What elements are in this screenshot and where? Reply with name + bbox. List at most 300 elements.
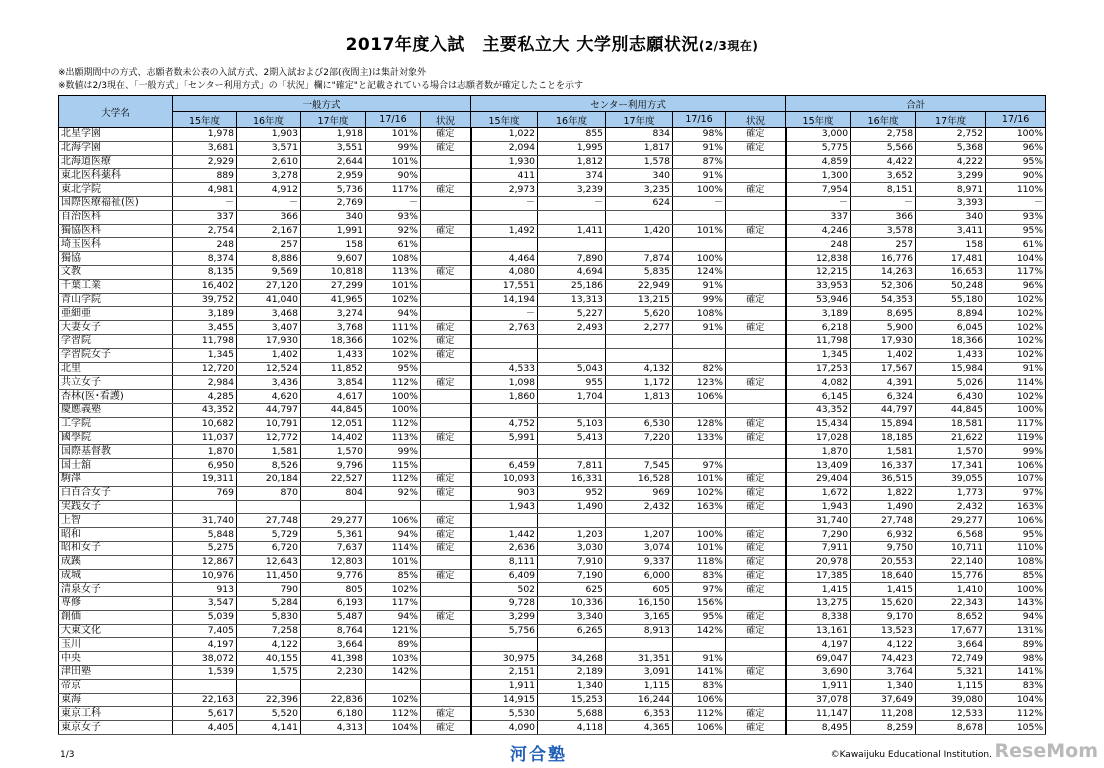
center-ratio-cell: 124% bbox=[673, 265, 726, 279]
center-ratio-cell bbox=[673, 348, 726, 362]
total-17-cell: 6,045 bbox=[916, 321, 986, 335]
center-15-cell: 1,442 bbox=[471, 528, 538, 542]
general-status-cell: 確定 bbox=[421, 141, 471, 155]
total-15-cell: 3,000 bbox=[786, 128, 851, 142]
center-17-cell: 2,432 bbox=[606, 500, 673, 514]
total-15-cell: 33,953 bbox=[786, 279, 851, 293]
center-16-cell: 6,265 bbox=[538, 624, 606, 638]
total-17-cell: 8,652 bbox=[916, 610, 986, 624]
center-17-cell: 605 bbox=[606, 583, 673, 597]
total-17-cell: 72,749 bbox=[916, 652, 986, 666]
center-17-cell bbox=[606, 514, 673, 528]
center-17-cell: 4,132 bbox=[606, 362, 673, 376]
total-16-cell: 18,640 bbox=[851, 569, 916, 583]
center-ratio-cell: 101% bbox=[673, 224, 726, 238]
total-ratio-cell: 117% bbox=[986, 265, 1046, 279]
total-17-cell: 5,368 bbox=[916, 141, 986, 155]
general-17-cell: 4,617 bbox=[301, 390, 366, 404]
univ-name-cell: 工学院 bbox=[59, 417, 173, 431]
total-17-cell: 2,752 bbox=[916, 128, 986, 142]
total-ratio-cell: 85% bbox=[986, 569, 1046, 583]
total-15-cell: 11,147 bbox=[786, 707, 851, 721]
center-16-cell: 5,688 bbox=[538, 707, 606, 721]
general-15-cell: 1,870 bbox=[173, 445, 237, 459]
general-ratio-cell: 61% bbox=[366, 238, 421, 252]
center-status-cell: 確定 bbox=[726, 141, 786, 155]
general-17-cell: 22,836 bbox=[301, 693, 366, 707]
center-15-cell bbox=[471, 238, 538, 252]
center-17-cell: 1,813 bbox=[606, 390, 673, 404]
subheader-center-4: 状況 bbox=[726, 112, 786, 128]
total-17-cell: 12,533 bbox=[916, 707, 986, 721]
general-15-cell: 1,345 bbox=[173, 348, 237, 362]
center-17-cell: 7,545 bbox=[606, 459, 673, 473]
total-ratio-cell: 104% bbox=[986, 693, 1046, 707]
general-15-cell: 3,455 bbox=[173, 321, 237, 335]
general-16-cell bbox=[237, 500, 301, 514]
center-15-cell bbox=[471, 334, 538, 348]
total-ratio-cell: 119% bbox=[986, 431, 1046, 445]
general-17-cell: 5,361 bbox=[301, 528, 366, 542]
general-16-cell: 1,575 bbox=[237, 666, 301, 680]
total-ratio-cell: 108% bbox=[986, 555, 1046, 569]
total-16-cell: 4,422 bbox=[851, 155, 916, 169]
total-17-cell: 3,393 bbox=[916, 196, 986, 210]
center-16-cell: 1,995 bbox=[538, 141, 606, 155]
univ-name-cell: 北里 bbox=[59, 362, 173, 376]
general-ratio-cell: 112% bbox=[366, 376, 421, 390]
general-15-cell: 3,547 bbox=[173, 597, 237, 611]
univ-name-cell: 慶應義塾 bbox=[59, 403, 173, 417]
center-15-cell: 5,991 bbox=[471, 431, 538, 445]
total-15-cell: 20,978 bbox=[786, 555, 851, 569]
table-row bbox=[59, 417, 1046, 431]
total-16-cell: 6,324 bbox=[851, 390, 916, 404]
total-15-cell: 12,215 bbox=[786, 265, 851, 279]
total-16-cell: 1,402 bbox=[851, 348, 916, 362]
copyright: ©Kawaijuku Educational Institution. bbox=[830, 750, 992, 760]
table-row bbox=[59, 693, 1046, 707]
center-17-cell bbox=[606, 238, 673, 252]
general-17-cell: 1,570 bbox=[301, 445, 366, 459]
general-15-cell: 5,275 bbox=[173, 541, 237, 555]
center-status-cell: 確定 bbox=[726, 555, 786, 569]
center-17-cell: 6,353 bbox=[606, 707, 673, 721]
general-17-cell: 22,527 bbox=[301, 472, 366, 486]
general-15-cell: 8,135 bbox=[173, 265, 237, 279]
univ-name-cell: 創価 bbox=[59, 610, 173, 624]
center-status-cell: 確定 bbox=[726, 431, 786, 445]
univ-name-cell: 帝京 bbox=[59, 679, 173, 693]
total-ratio-cell: 102% bbox=[986, 307, 1046, 321]
general-17-cell: 6,193 bbox=[301, 597, 366, 611]
center-15-cell: － bbox=[471, 196, 538, 210]
center-16-cell bbox=[538, 348, 606, 362]
center-ratio-cell bbox=[673, 445, 726, 459]
general-status-cell bbox=[421, 693, 471, 707]
center-16-cell: － bbox=[538, 196, 606, 210]
center-15-cell: － bbox=[471, 307, 538, 321]
total-15-cell: 17,028 bbox=[786, 431, 851, 445]
center-16-cell: 625 bbox=[538, 583, 606, 597]
center-ratio-cell: 141% bbox=[673, 666, 726, 680]
general-17-cell: 805 bbox=[301, 583, 366, 597]
univ-name-cell: 駒澤 bbox=[59, 472, 173, 486]
total-ratio-cell: 110% bbox=[986, 183, 1046, 197]
center-16-cell: 7,190 bbox=[538, 569, 606, 583]
center-15-cell bbox=[471, 445, 538, 459]
subheader-general-2: 17年度 bbox=[301, 112, 366, 128]
center-15-cell: 10,093 bbox=[471, 472, 538, 486]
general-status-cell: 確定 bbox=[421, 334, 471, 348]
note-1: ※出願期間中の方式、志願者数未公表の入試方式、2期入試および2部(夜間主)は集計対象外 bbox=[58, 68, 427, 78]
center-16-cell: 1,411 bbox=[538, 224, 606, 238]
general-15-cell: 43,352 bbox=[173, 403, 237, 417]
table-row bbox=[59, 183, 1046, 197]
general-16-cell: 257 bbox=[237, 238, 301, 252]
total-15-cell: 13,409 bbox=[786, 459, 851, 473]
total-15-cell: 8,495 bbox=[786, 721, 851, 735]
center-status-cell bbox=[726, 210, 786, 224]
univ-name-cell: 中央 bbox=[59, 652, 173, 666]
general-ratio-cell: 101% bbox=[366, 155, 421, 169]
center-16-cell: 4,118 bbox=[538, 721, 606, 735]
general-status-cell: 確定 bbox=[421, 431, 471, 445]
table-row bbox=[59, 169, 1046, 183]
general-17-cell: 9,796 bbox=[301, 459, 366, 473]
general-15-cell: 19,311 bbox=[173, 472, 237, 486]
general-17-cell: 41,398 bbox=[301, 652, 366, 666]
center-16-cell: 10,336 bbox=[538, 597, 606, 611]
total-17-cell: 17,677 bbox=[916, 624, 986, 638]
general-ratio-cell: 106% bbox=[366, 514, 421, 528]
total-15-cell: 17,385 bbox=[786, 569, 851, 583]
total-15-cell: 11,798 bbox=[786, 334, 851, 348]
general-status-cell bbox=[421, 362, 471, 376]
total-ratio-cell: 110% bbox=[986, 541, 1046, 555]
table-row bbox=[59, 307, 1046, 321]
center-15-cell: 9,728 bbox=[471, 597, 538, 611]
general-16-cell: － bbox=[237, 196, 301, 210]
total-16-cell: 15,894 bbox=[851, 417, 916, 431]
general-status-cell bbox=[421, 500, 471, 514]
center-status-cell bbox=[726, 652, 786, 666]
total-ratio-cell: 94% bbox=[986, 610, 1046, 624]
general-ratio-cell: 112% bbox=[366, 472, 421, 486]
univ-name-cell: 大妻女子 bbox=[59, 321, 173, 335]
total-17-cell: 158 bbox=[916, 238, 986, 252]
total-ratio-cell: 141% bbox=[986, 666, 1046, 680]
center-ratio-cell: 91% bbox=[673, 141, 726, 155]
general-16-cell: 10,791 bbox=[237, 417, 301, 431]
univ-name-cell: 上智 bbox=[59, 514, 173, 528]
table-row bbox=[59, 721, 1046, 735]
total-16-cell: 15,620 bbox=[851, 597, 916, 611]
center-17-cell: 5,620 bbox=[606, 307, 673, 321]
general-16-cell: 22,396 bbox=[237, 693, 301, 707]
univ-name-cell: 北海道医療 bbox=[59, 155, 173, 169]
total-16-cell: 16,776 bbox=[851, 252, 916, 266]
general-status-cell: 確定 bbox=[421, 486, 471, 500]
general-17-cell: 14,402 bbox=[301, 431, 366, 445]
total-16-cell: 8,259 bbox=[851, 721, 916, 735]
center-16-cell bbox=[538, 445, 606, 459]
center-17-cell: 969 bbox=[606, 486, 673, 500]
center-17-cell: 624 bbox=[606, 196, 673, 210]
center-15-cell: 1,860 bbox=[471, 390, 538, 404]
general-16-cell: 12,524 bbox=[237, 362, 301, 376]
center-15-cell: 1,911 bbox=[471, 679, 538, 693]
total-16-cell: 4,122 bbox=[851, 638, 916, 652]
center-15-cell: 1,098 bbox=[471, 376, 538, 390]
general-ratio-cell: 99% bbox=[366, 445, 421, 459]
center-15-cell: 1,943 bbox=[471, 500, 538, 514]
total-17-cell: 17,481 bbox=[916, 252, 986, 266]
general-17-cell: 1,991 bbox=[301, 224, 366, 238]
total-15-cell: 37,078 bbox=[786, 693, 851, 707]
total-15-cell: 4,246 bbox=[786, 224, 851, 238]
center-status-cell: 確定 bbox=[726, 541, 786, 555]
subheader-total-2: 17年度 bbox=[916, 112, 986, 128]
center-ratio-cell: 118% bbox=[673, 555, 726, 569]
total-17-cell: 22,343 bbox=[916, 597, 986, 611]
center-ratio-cell: 83% bbox=[673, 679, 726, 693]
total-17-cell: 5,026 bbox=[916, 376, 986, 390]
center-status-cell bbox=[726, 362, 786, 376]
univ-name-cell: 獨協 bbox=[59, 252, 173, 266]
univ-name-cell: 国士舘 bbox=[59, 459, 173, 473]
general-16-cell: 9,569 bbox=[237, 265, 301, 279]
general-15-cell: 4,197 bbox=[173, 638, 237, 652]
subheader-center-1: 16年度 bbox=[538, 112, 606, 128]
center-ratio-cell: 102% bbox=[673, 486, 726, 500]
general-16-cell: 12,772 bbox=[237, 431, 301, 445]
center-ratio-cell: 163% bbox=[673, 500, 726, 514]
general-17-cell: 41,965 bbox=[301, 293, 366, 307]
general-status-cell bbox=[421, 252, 471, 266]
general-16-cell: 2,167 bbox=[237, 224, 301, 238]
univ-name-cell: 成城 bbox=[59, 569, 173, 583]
total-15-cell: 29,404 bbox=[786, 472, 851, 486]
general-ratio-cell: 94% bbox=[366, 610, 421, 624]
table-row bbox=[59, 293, 1046, 307]
table-row bbox=[59, 679, 1046, 693]
total-16-cell: 8,151 bbox=[851, 183, 916, 197]
subheader-total-0: 15年度 bbox=[786, 112, 851, 128]
total-16-cell: 1,340 bbox=[851, 679, 916, 693]
center-status-cell bbox=[726, 348, 786, 362]
center-16-cell: 5,043 bbox=[538, 362, 606, 376]
total-16-cell: 9,750 bbox=[851, 541, 916, 555]
center-15-cell: 3,299 bbox=[471, 610, 538, 624]
general-16-cell: 17,930 bbox=[237, 334, 301, 348]
center-ratio-cell: 97% bbox=[673, 583, 726, 597]
total-15-cell: 6,218 bbox=[786, 321, 851, 335]
total-15-cell: 1,911 bbox=[786, 679, 851, 693]
total-ratio-cell: 83% bbox=[986, 679, 1046, 693]
center-15-cell: 5,756 bbox=[471, 624, 538, 638]
center-17-cell bbox=[606, 445, 673, 459]
table-row bbox=[59, 224, 1046, 238]
general-16-cell: 27,120 bbox=[237, 279, 301, 293]
general-17-cell: 2,959 bbox=[301, 169, 366, 183]
general-17-cell: 5,736 bbox=[301, 183, 366, 197]
total-ratio-cell: 102% bbox=[986, 321, 1046, 335]
univ-name-cell: 実践女子 bbox=[59, 500, 173, 514]
page-number: 1/3 bbox=[60, 750, 75, 760]
center-ratio-cell: 156% bbox=[673, 597, 726, 611]
univ-name-cell: 東北医科薬科 bbox=[59, 169, 173, 183]
total-ratio-cell: 95% bbox=[986, 528, 1046, 542]
general-15-cell: 5,848 bbox=[173, 528, 237, 542]
general-16-cell: 5,729 bbox=[237, 528, 301, 542]
total-17-cell: 8,678 bbox=[916, 721, 986, 735]
table-row bbox=[59, 431, 1046, 445]
general-16-cell bbox=[237, 679, 301, 693]
total-17-cell: 3,299 bbox=[916, 169, 986, 183]
general-15-cell: 2,754 bbox=[173, 224, 237, 238]
general-ratio-cell: 101% bbox=[366, 279, 421, 293]
univ-name-cell: 東京女子 bbox=[59, 721, 173, 735]
total-17-cell: 10,711 bbox=[916, 541, 986, 555]
center-17-cell: 6,000 bbox=[606, 569, 673, 583]
general-15-cell: 31,740 bbox=[173, 514, 237, 528]
center-15-cell bbox=[471, 638, 538, 652]
center-17-cell: 3,074 bbox=[606, 541, 673, 555]
total-15-cell: 1,870 bbox=[786, 445, 851, 459]
univ-name-cell: 専修 bbox=[59, 597, 173, 611]
general-16-cell: 366 bbox=[237, 210, 301, 224]
general-17-cell: 3,664 bbox=[301, 638, 366, 652]
general-ratio-cell: 115% bbox=[366, 459, 421, 473]
center-15-cell bbox=[471, 348, 538, 362]
general-15-cell: 4,405 bbox=[173, 721, 237, 735]
center-ratio-cell bbox=[673, 514, 726, 528]
total-16-cell: 5,900 bbox=[851, 321, 916, 335]
center-status-cell: 確定 bbox=[726, 128, 786, 142]
center-16-cell: 2,493 bbox=[538, 321, 606, 335]
general-ratio-cell: 112% bbox=[366, 417, 421, 431]
total-ratio-cell: 100% bbox=[986, 128, 1046, 142]
center-ratio-cell: 128% bbox=[673, 417, 726, 431]
total-16-cell: 4,391 bbox=[851, 376, 916, 390]
center-16-cell: 7,811 bbox=[538, 459, 606, 473]
center-ratio-cell: 100% bbox=[673, 528, 726, 542]
general-16-cell: 3,278 bbox=[237, 169, 301, 183]
center-15-cell: 4,090 bbox=[471, 721, 538, 735]
total-15-cell: 17,253 bbox=[786, 362, 851, 376]
total-16-cell: 1,822 bbox=[851, 486, 916, 500]
center-16-cell: 7,910 bbox=[538, 555, 606, 569]
center-16-cell: 955 bbox=[538, 376, 606, 390]
total-16-cell: 20,553 bbox=[851, 555, 916, 569]
subheader-general-0: 15年度 bbox=[173, 112, 237, 128]
total-17-cell: 21,622 bbox=[916, 431, 986, 445]
center-16-cell: 13,313 bbox=[538, 293, 606, 307]
general-17-cell: 29,277 bbox=[301, 514, 366, 528]
total-15-cell: 1,300 bbox=[786, 169, 851, 183]
general-17-cell: 3,768 bbox=[301, 321, 366, 335]
total-16-cell: 16,337 bbox=[851, 459, 916, 473]
total-15-cell: 7,290 bbox=[786, 528, 851, 542]
general-15-cell bbox=[173, 500, 237, 514]
general-17-cell: 5,487 bbox=[301, 610, 366, 624]
general-status-cell bbox=[421, 583, 471, 597]
total-15-cell: 7,911 bbox=[786, 541, 851, 555]
center-ratio-cell: 91% bbox=[673, 169, 726, 183]
general-status-cell bbox=[421, 652, 471, 666]
center-status-cell bbox=[726, 597, 786, 611]
center-15-cell: 14,915 bbox=[471, 693, 538, 707]
table-row bbox=[59, 252, 1046, 266]
univ-name-cell: 津田塾 bbox=[59, 666, 173, 680]
center-17-cell: 4,365 bbox=[606, 721, 673, 735]
total-15-cell: 337 bbox=[786, 210, 851, 224]
general-16-cell: 3,468 bbox=[237, 307, 301, 321]
general-status-cell: 確定 bbox=[421, 610, 471, 624]
general-status-cell bbox=[421, 279, 471, 293]
total-ratio-cell: 105% bbox=[986, 721, 1046, 735]
total-17-cell: 50,248 bbox=[916, 279, 986, 293]
total-ratio-cell: 90% bbox=[986, 169, 1046, 183]
total-15-cell: 13,161 bbox=[786, 624, 851, 638]
center-status-cell: 確定 bbox=[726, 183, 786, 197]
center-ratio-cell: 99% bbox=[673, 293, 726, 307]
general-16-cell: 3,571 bbox=[237, 141, 301, 155]
general-16-cell: 4,620 bbox=[237, 390, 301, 404]
total-ratio-cell: 104% bbox=[986, 252, 1046, 266]
center-status-cell: 確定 bbox=[726, 610, 786, 624]
general-status-cell: 確定 bbox=[421, 348, 471, 362]
center-status-cell: 確定 bbox=[726, 528, 786, 542]
general-16-cell: 870 bbox=[237, 486, 301, 500]
univ-name-cell: 東海 bbox=[59, 693, 173, 707]
total-17-cell: 16,653 bbox=[916, 265, 986, 279]
total-15-cell: 53,946 bbox=[786, 293, 851, 307]
general-16-cell: 3,436 bbox=[237, 376, 301, 390]
general-15-cell: 16,402 bbox=[173, 279, 237, 293]
general-15-cell: 1,539 bbox=[173, 666, 237, 680]
general-16-cell: 12,643 bbox=[237, 555, 301, 569]
center-17-cell: 7,874 bbox=[606, 252, 673, 266]
total-17-cell: 55,180 bbox=[916, 293, 986, 307]
univ-name-cell: 亜細亜 bbox=[59, 307, 173, 321]
center-status-cell bbox=[726, 252, 786, 266]
total-16-cell: 17,567 bbox=[851, 362, 916, 376]
center-15-cell: 2,636 bbox=[471, 541, 538, 555]
general-15-cell: 12,867 bbox=[173, 555, 237, 569]
total-15-cell: 15,434 bbox=[786, 417, 851, 431]
total-17-cell: 6,568 bbox=[916, 528, 986, 542]
center-17-cell: 1,115 bbox=[606, 679, 673, 693]
general-16-cell: 5,284 bbox=[237, 597, 301, 611]
total-ratio-cell: 102% bbox=[986, 348, 1046, 362]
general-16-cell: 1,581 bbox=[237, 445, 301, 459]
general-15-cell: 3,189 bbox=[173, 307, 237, 321]
note-2: ※数値は2/3現在、「一般方式」「センター利用方式」の「状況」欄に"確定"と記載されている場合は志願者数が確定したことを示す bbox=[58, 81, 583, 91]
univ-name-cell: 北海学園 bbox=[59, 141, 173, 155]
center-16-cell: 7,890 bbox=[538, 252, 606, 266]
general-15-cell: 4,981 bbox=[173, 183, 237, 197]
center-17-cell: 3,235 bbox=[606, 183, 673, 197]
table-row bbox=[59, 279, 1046, 293]
total-15-cell: 248 bbox=[786, 238, 851, 252]
total-17-cell: 15,984 bbox=[916, 362, 986, 376]
table-row bbox=[59, 376, 1046, 390]
general-15-cell: 6,950 bbox=[173, 459, 237, 473]
total-17-cell: 6,430 bbox=[916, 390, 986, 404]
table-row bbox=[59, 472, 1046, 486]
